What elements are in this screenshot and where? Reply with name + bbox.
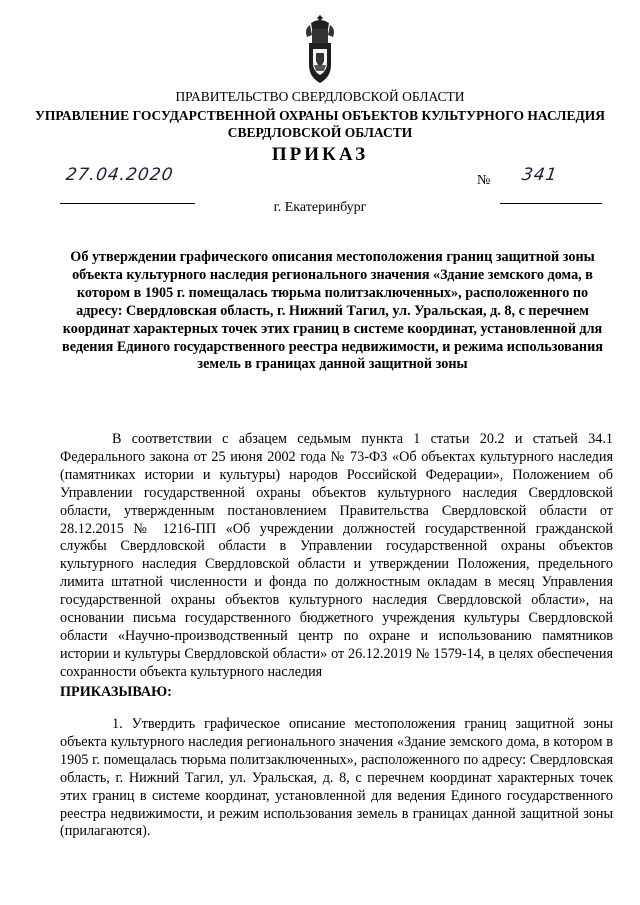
sverdlovsk-coat-of-arms-icon bbox=[302, 13, 338, 85]
department-name: УПРАВЛЕНИЕ ГОСУДАРСТВЕННОЙ ОХРАНЫ ОБЪЕКТОВ КУЛЬТУРНОГО НАСЛЕДИЯ СВЕРДЛОВСКОЙ ОБЛАСТИ bbox=[34, 108, 606, 140]
order-item-1: 1. Утвердить графическое описание местоположения границ защитной зоны объекта культурного наследия регионального значения «Здание земского дома, в котором в 1905 г. помещалась тюрьма политзаключенных», расположенного по адресу: Свердловская область, г. Нижний Тагил, ул. Уральская, д. 8, с перечнем координат характерных точек этих границ в системе координат, установленной для ведения Единого государственного реестра недвижимости, и режим использования земель в границах данной защитной зоны (прилагаются). bbox=[60, 716, 613, 840]
document-city: г. Екатеринбург bbox=[273, 200, 367, 215]
number-label: № bbox=[477, 173, 491, 188]
document-subject: Об утверждении графического описания местоположения границ защитной зоны объекта культурного наследия регионального значения «Здание земского дома, в котором в 1905 г. помещалась тюрьма политзаключенных», расположенного по адресу: Свердловская область, г. Нижний Тагил, ул. Уральская, д. 8, с перечнем координат характерных точек этих границ в системе координат, установленной для ведения Единого государственного реестра недвижимости, и режима использования земель в границах данной защитной зоны bbox=[62, 249, 603, 373]
document-number: 341 bbox=[520, 165, 559, 185]
document-title: ПРИКАЗ bbox=[271, 144, 369, 165]
document-date: 27.04.2020 bbox=[64, 165, 175, 185]
order-word: ПРИКАЗЫВАЮ: bbox=[60, 684, 172, 700]
government-name: ПРАВИТЕЛЬСТВО СВЕРДЛОВСКОЙ ОБЛАСТИ bbox=[175, 89, 465, 104]
preamble-paragraph: В соответствии с абзацем седьмым пункта 1 статьи 20.2 и статьей 34.1 Федерального закона от 25 июня 2002 года № 73-ФЗ «Об объектах культурного наследия (памятниках истории и культуры) народов Российской Федерации», Положением об Управлении государственной охраны объектов культурного наследия Свердловской области, утвержденным постановлением Правительства Свердловской области от 28.12.2015 № 1216-ПП «Об учреждении должностей государственной гражданской службы Свердловской области в Управлении государственной охраны объектов культурного наследия Свердловской области и утверждении Положения, предельного лимита штатной численности и фонда по должностным окладам в месяц Управления государственной охраны объектов культурного наследия Свердловской области», на основании письма государственного бюджетного учреждения культуры Свердловской области «Научно-производственный центр по охране и использованию памятников истории и культуры Свердловской области» от 26.12.2019 № 1579-14, в целях обеспечения сохранности объекта культурного наследия bbox=[60, 431, 613, 680]
